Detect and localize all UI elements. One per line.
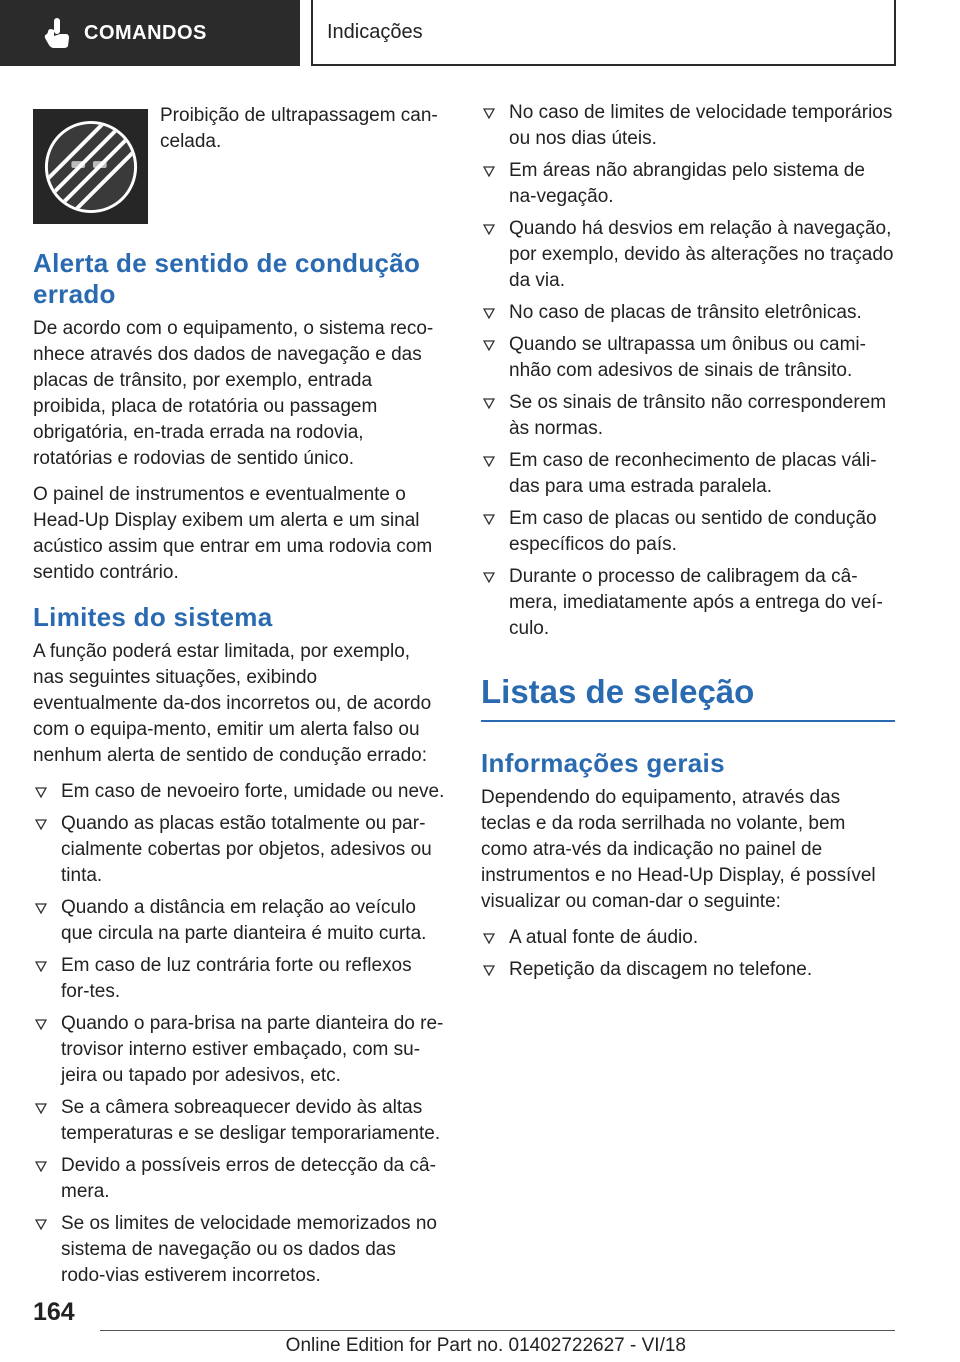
selection-lists-heading: Listas de seleção — [481, 672, 895, 722]
list-item — [481, 216, 895, 294]
list-item — [481, 957, 895, 983]
list-item — [481, 158, 895, 210]
list-item-text: Em áreas não abrangidas pelo sistema de na-vegação. — [509, 160, 865, 207]
list-item — [33, 1095, 445, 1147]
list-item-text: A atual fonte de áudio. — [509, 927, 699, 948]
list-item-text: Quando há desvios em relação à navegação, por exemplo, devido às alterações no traçado da via. — [509, 218, 894, 291]
list-item — [33, 1011, 445, 1089]
list-item — [481, 390, 895, 442]
triangle-bullet-icon — [35, 1103, 47, 1114]
triangle-bullet-icon — [35, 1219, 47, 1230]
triangle-bullet-icon — [483, 572, 495, 583]
system-limits-intro: A função poderá estar limitada, por exemplo, nas seguintes situações, exibindo eventualmente da-dos incorretos ou, de acordo com o equipa-mento, emitir um alerta falso ou nenhum alerta de sentido de condução errado: — [33, 641, 432, 766]
triangle-bullet-icon — [35, 1019, 47, 1030]
wrong-way-para-2: O painel de instrumentos e eventualmente o Head-Up Display exibem um alerta e um sinal acústico assim que entrar em uma rodovia com sentido contrário. — [33, 484, 433, 583]
triangle-bullet-icon — [35, 1161, 47, 1172]
wrong-way-heading: Alerta de sentido de condução errado — [33, 248, 421, 309]
list-item — [33, 1153, 445, 1205]
list-item — [33, 811, 445, 889]
list-item-text: Quando o para-brisa na parte dianteira do re-trovisor interno estiver embaçado, com su-jeira ou tapado por adesivos, etc. — [61, 1013, 444, 1086]
list-item — [481, 564, 895, 642]
list-item — [481, 448, 895, 500]
system-limits-heading: Limites do sistema — [33, 602, 273, 632]
list-item-text: Durante o processo de calibragem da câ-mera, imediatamente após a entrega do veí-culo. — [509, 566, 883, 639]
triangle-bullet-icon — [35, 961, 47, 972]
system-limits-list — [33, 779, 445, 1289]
triangle-bullet-icon — [35, 787, 47, 798]
no-overtaking-end-sign-icon — [42, 118, 140, 216]
sign-row — [33, 100, 445, 224]
wrong-way-para-1: De acordo com o equipamento, o sistema reco-nhece através dos dados de navegação e das placas de trânsito, por exemplo, entrada proibida, placa de rotatória ou passagem obrigatória, en-trada errada na rodovia, rotatórias e rodovias de sentido único. — [33, 318, 434, 469]
left-column — [33, 100, 445, 1295]
triangle-bullet-icon — [483, 224, 495, 235]
list-item — [33, 779, 445, 805]
edition-text: Online Edition for Part no. 01402722627 - VI/18 — [285, 1335, 686, 1356]
list-item-text: Quando as placas estão totalmente ou par-cialmente cobertas por objetos, adesivos ou tinta. — [61, 813, 432, 886]
list-item — [481, 925, 895, 951]
triangle-bullet-icon — [483, 965, 495, 976]
hand-pointer-icon — [40, 16, 74, 50]
triangle-bullet-icon — [483, 166, 495, 177]
list-item-text: No caso de limites de velocidade temporários ou nos dias úteis. — [509, 102, 893, 149]
header-chapter-tab — [311, 0, 896, 66]
triangle-bullet-icon — [483, 456, 495, 467]
triangle-bullet-icon — [483, 514, 495, 525]
list-item-text: Em caso de placas ou sentido de condução específicos do país. — [509, 508, 877, 555]
triangle-bullet-icon — [483, 108, 495, 119]
list-item — [481, 300, 895, 326]
triangle-bullet-icon — [35, 903, 47, 914]
triangle-bullet-icon — [483, 308, 495, 319]
list-item — [33, 953, 445, 1005]
list-item — [481, 332, 895, 384]
list-item — [33, 895, 445, 947]
right-column — [481, 100, 895, 989]
list-item — [33, 1211, 445, 1289]
list-item-text: No caso de placas de trânsito eletrônicas. — [509, 302, 862, 323]
triangle-bullet-icon — [35, 819, 47, 830]
sign-image — [33, 109, 148, 224]
triangle-bullet-icon — [483, 933, 495, 944]
footer-divider — [100, 1330, 895, 1331]
list-item — [481, 506, 895, 558]
header-chapter-label: Indicações — [327, 20, 423, 43]
list-item-text: Em caso de reconhecimento de placas váli-das para uma estrada paralela. — [509, 450, 877, 497]
list-item-text: Devido a possíveis erros de detecção da câ-mera. — [61, 1155, 436, 1202]
list-item-text: Quando a distância em relação ao veículo que circula na parte dianteira é muito curta. — [61, 897, 427, 944]
sign-caption: Proibição de ultrapassagem can-celada. — [160, 105, 438, 152]
header-section-label: COMANDOS — [84, 21, 207, 44]
list-item — [481, 100, 895, 152]
list-item-text: Se os sinais de trânsito não corresponderem às normas. — [509, 392, 887, 439]
header-section-tab — [0, 0, 300, 66]
page-number: 164 — [33, 1298, 75, 1326]
list-item-text: Repetição da discagem no telefone. — [509, 959, 813, 980]
list-item-text: Em caso de nevoeiro forte, umidade ou neve. — [61, 781, 445, 802]
triangle-bullet-icon — [483, 398, 495, 409]
list-item-text: Em caso de luz contrária forte ou reflexos for-tes. — [61, 955, 412, 1002]
general-info-heading: Informações gerais — [481, 748, 725, 778]
list-item-text: Quando se ultrapassa um ônibus ou cami-nhão com adesivos de sinais de trânsito. — [509, 334, 866, 381]
triangle-bullet-icon — [483, 340, 495, 351]
general-info-list — [481, 925, 895, 983]
system-limits-list-continued — [481, 100, 895, 642]
general-info-para: Dependendo do equipamento, através das teclas e da roda serrilhada no volante, bem como atra-vés da indicação no painel de instrumentos e no Head-Up Display, é possível visualizar ou coman-dar o seguinte: — [481, 787, 876, 912]
list-item-text: Se a câmera sobreaquecer devido às altas temperaturas e se desligar temporariamente. — [61, 1097, 441, 1144]
list-item-text: Se os limites de velocidade memorizados no sistema de navegação ou os dados das rodo-vias estiverem incorretos. — [61, 1213, 437, 1286]
